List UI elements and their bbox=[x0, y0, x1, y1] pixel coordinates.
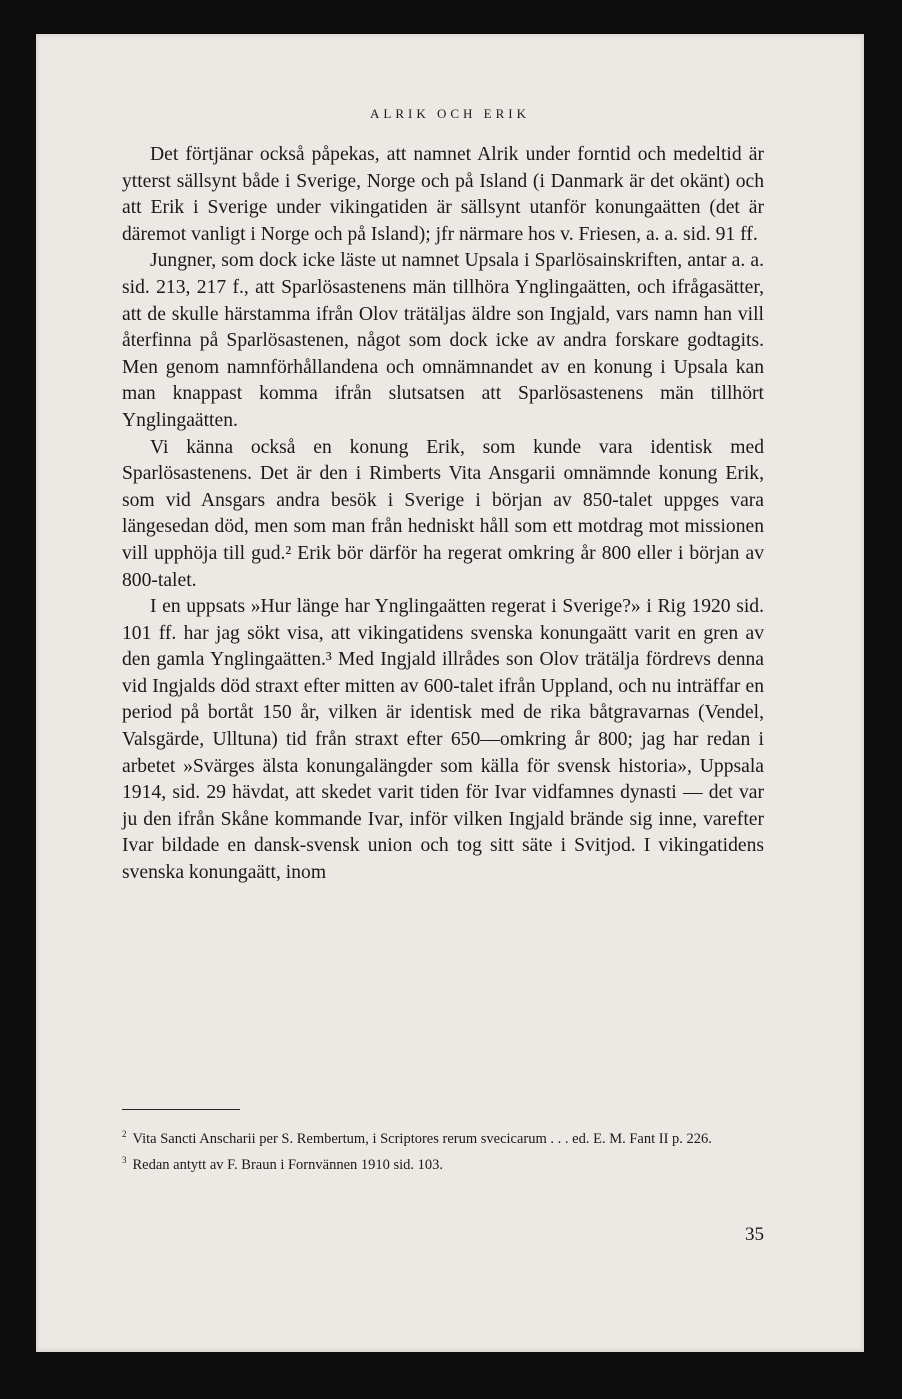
footnote-text: Vita Sancti Anscharii per S. Rembertum, i Scriptores rerum svecicarum . . . ed. E. M. Fant II p. 226. bbox=[132, 1130, 712, 1147]
footnote-mark: 2 bbox=[122, 1129, 127, 1139]
paragraph-4: I en uppsats »Hur länge har Ynglingaätten regerat i Sverige?» i Rig 1920 sid. 101 ff. har jag sökt visa, att vikingatidens svenska konungaätt varit en gren av den gamla Ynglingaätten.³ Med Ingjald illrådes son Olov trätälja fördrevs denna vid Ingjalds död straxt efter mitten av 600-talet ifrån Uppland, och nu inträffar en period på bortåt 150 år, vilken är identisk med de rika båtgravarnas (Vendel, Valsgärde, Ulltuna) tid från straxt efter 650—omkring år 800; jag har redan i arbetet »Svärges älsta konungalängder som källa för svensk historia», Uppsala 1914, sid. 29 hävdat, att skedet varit tiden för Ivar vidfamnes dynasti — det var ju den ifrån Skåne kommande Ivar, inför vilken Ingjald brände sig inne, varefter Ivar bildade en dansk-svensk union och tog sitt säte i Svitjod. I vikingatidens svenska konungaätt, inom bbox=[122, 596, 764, 884]
page-number: 35 bbox=[745, 1224, 764, 1245]
paragraph-2: Jungner, som dock icke läste ut namnet Upsala i Sparlösainskriften, antar a. a. sid. 213, 217 f., att Sparlösastenens män tillhöra Ynglingaätten, och ifrågasätter, att de skulle härstamma ifrån Olov trätäljas äldre son Ingjald, vars namn han vill återfinna på Sparlösastenen, något som dock icke av andra forskare godtagits. Men genom namnförhållandena och omnämnandet av en konung i Upsala kan man knappast komma ifrån slutsatsen att Sparlösastenens män tillhört Ynglingaätten. bbox=[122, 250, 764, 431]
paragraph-3: Vi känna också en konung Erik, som kunde vara identisk med Sparlösastenens. Det är den i Rimberts Vita Ansgarii omnämnde konung Erik, som vid Ansgars andra besök i Sverige i början av 850-talet uppges vara längesedan död, men som man från hedniskt håll som ett motdrag mot missionen vill upphöja till gud.² Erik bör därför ha regerat omkring år 800 eller i början av 800-talet. bbox=[122, 436, 764, 591]
footnote-2 bbox=[122, 1124, 764, 1150]
footnote-text: Redan antytt av F. Braun i Fornvännen 1910 sid. 103. bbox=[132, 1156, 444, 1173]
footnote-divider bbox=[122, 1109, 240, 1110]
paragraph-1: Det förtjänar också påpekas, att namnet Alrik under forntid och medeltid är ytterst sällsynt både i Sverige, Norge och på Island (i Danmark är det okänt) och att Erik i Sverige under vikingatiden är sällsynt utanför konungaätten (det är däremot vanligt i Norge och på Island); jfr närmare hos v. Friesen, a. a. sid. 91 ff. bbox=[122, 144, 764, 245]
footnote-mark: 3 bbox=[122, 1154, 127, 1165]
footnotes bbox=[122, 1124, 764, 1176]
book-page bbox=[36, 34, 864, 1352]
footnote-3 bbox=[122, 1150, 764, 1176]
running-header: ALRIK OCH ERIK bbox=[370, 106, 530, 121]
body-text bbox=[122, 142, 764, 887]
